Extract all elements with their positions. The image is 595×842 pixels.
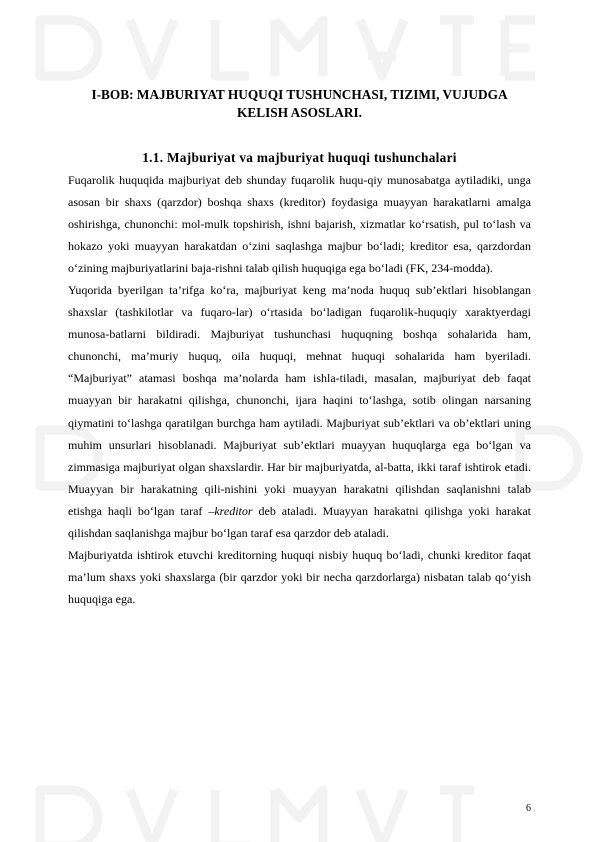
- paragraph-2-text: Yuqorida byerilgan ta’rifga ko‘ra, majburiyat keng ma’noda huquq sub’ektlari hisoblangan shaxslar (tashkilotlar va fuqaro-lar) o‘rtasida bo‘ladigan fuqarolik-huquqiy xaraktyerdagi munosa-batlarni bildiradi. Majburiyat tushunchasi huquqning boshqa sohalarida ham, chunonchi, ma’muriy huquq, oila huquqi, mehnat huquqi sohalarida ham byeriladi. “Majburiyat” atamasi boshqa ma’nolarda ham ishla-tiladi, masalan, majburiyat deb faqat muayyan bir harakatni qilishga, chunonchi, ijara haqini to‘lashga, sotib olingan narsaning qiymatini to‘lashga qaratilgan burchga ham aytiladi. Majburiyat sub’ektlari va ob’ektlari uning muhim unsurlari hisoblanadi. Majburiyat sub’ektlari muayyan huquqlarga ega bo‘lgan va zimmasiga majburiyat olgan shaxslardir. Har bir majburiyatda, al-batta, ikki taraf ishtirok etadi. Muayyan bir harakatning qili-nishini yoki muayyan harakatni qilishdan saqlanishni talab etishga haqli bo‘lgan taraf –: [68, 283, 531, 518]
- paragraph-2-tail: deb ataladi. Muayyan harakatni qilishga yoki harakat qilishdan saqlanishga majbur bo‘lgan taraf esa qarzdor deb ataladi.: [68, 503, 531, 540]
- chapter-title: I-BOB: MAJBURIYAT HUQUQI TUSHUNCHASI, TIZIMI, VUJUDGA KELISH ASOSLARI.: [91, 87, 508, 120]
- section-title: 1.1. Majburiyat va majburiyat huquqi tushunchalari: [142, 150, 457, 165]
- document-page: [68, 86, 531, 610]
- paragraph-2: [68, 279, 531, 544]
- paragraph-2-emphasis: kreditor: [214, 503, 253, 518]
- paragraph-3: Majburiyatda ishtirok etuvchi kreditorning huquqi nisbiy huquq bo‘ladi, chunki kreditor faqat ma’lum shaxs yoki shaxslarga (bir qarzdor yoki bir necha qarzdorlarga) nisbatan talab qo‘yish huquqiga ega.: [68, 547, 531, 606]
- paragraph-1: Fuqarolik huquqida majburiyat deb shunday fuqarolik huqu-qiy munosabatga aytiladiki, unga asosan bir shaxs (qarzdor) boshqa shaxs (kreditor) foydasiga muayyan harakatlarni amalga oshirishga, chunonchi: mol-mulk topshirish, ishni bajarish, xizmatlar ko‘rsatish, pul to‘lash va hokazo yoki muayyan harakatdan o‘zini saqlashga majbur bo‘ladi; kreditor esa, qarzdordan o‘zining majburiyatlarini baja-rishni talab qilish huquqiga ega bo‘ladi (FK, 234-modda).: [68, 173, 531, 276]
- page-number: 6: [526, 803, 531, 814]
